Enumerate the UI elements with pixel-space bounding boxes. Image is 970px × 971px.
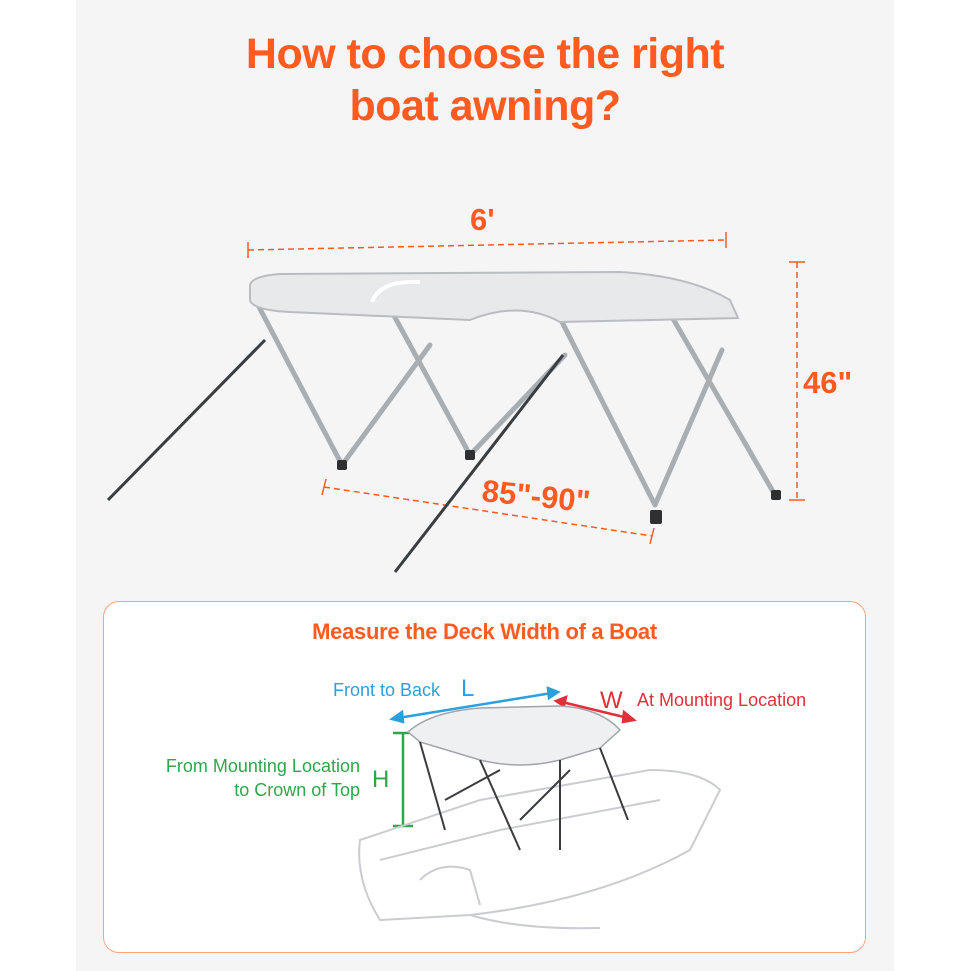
width-label: At Mounting Location [637, 690, 807, 710]
height-dimension-label: 46" [803, 365, 853, 400]
height-label-line-2: to Crown of Top [234, 780, 360, 800]
small-canopy [408, 706, 620, 765]
height-bracket [393, 733, 413, 826]
length-dimension-label: 85"-90" [480, 473, 592, 520]
height-letter: H [372, 766, 390, 793]
boat-sketch [359, 770, 720, 928]
width-letter: W [600, 687, 623, 714]
length-label: Front to Back [333, 680, 441, 700]
title-line-1: How to choose the right [245, 30, 725, 78]
height-label-line-1: From Mounting Location [165, 756, 360, 776]
card-title: Measure the Deck Width of a Boat [312, 619, 657, 644]
title-line-2: boat awning? [349, 82, 621, 130]
width-dimension-label: 6' [470, 202, 495, 237]
length-letter: L [461, 675, 475, 702]
